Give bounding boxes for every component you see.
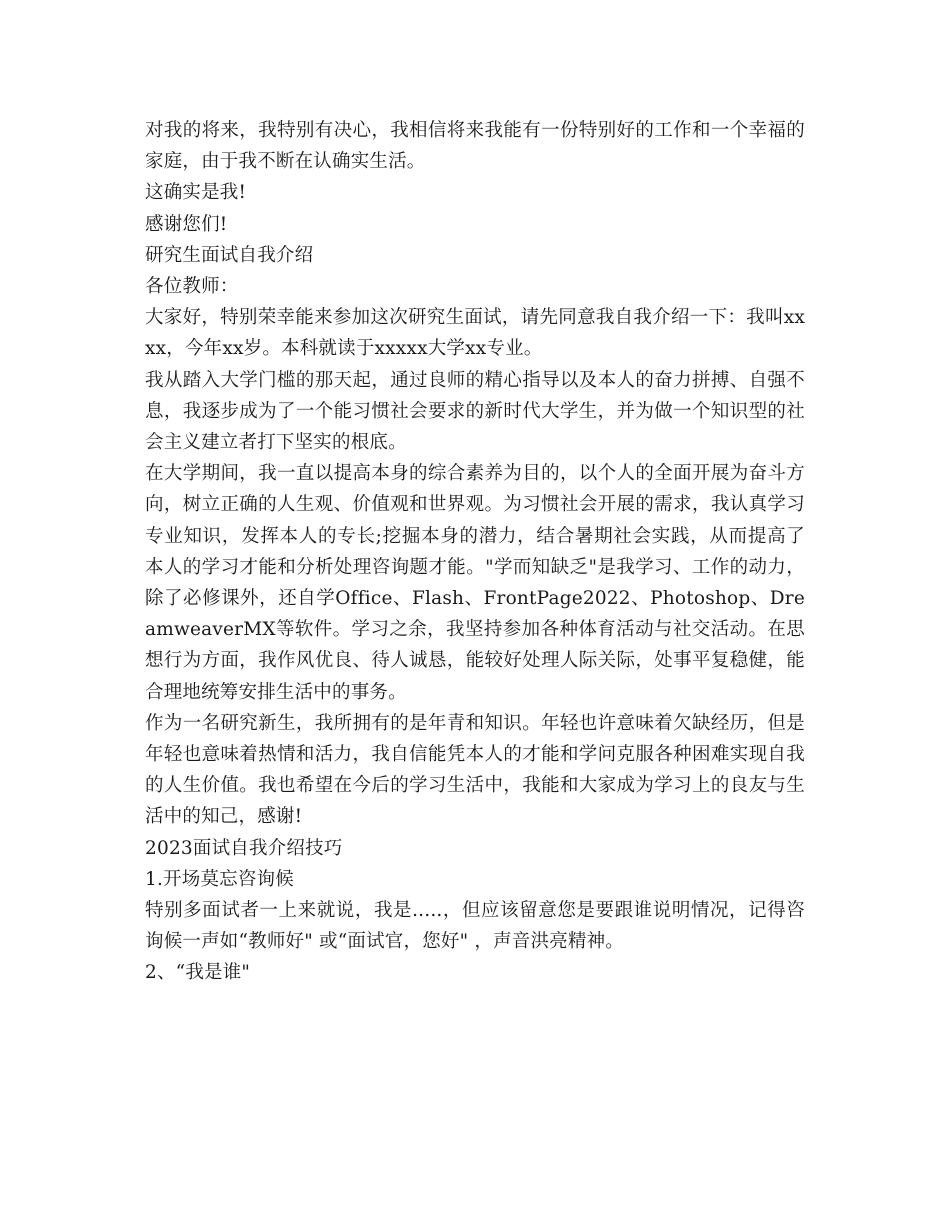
- paragraph-university-growth: 我从踏入大学门槛的那天起，通过良师的精心指导以及本人的奋力拼搏、自强不息，我逐步成为了一个能习惯社会要求的新时代大学生，并为做一个知识型的社会主义建立者打下坚实的根底。: [145, 369, 805, 454]
- tip-heading-1: 1.开场莫忘咨询候: [145, 868, 294, 890]
- paragraph-thanks: 感谢您们!: [145, 213, 228, 235]
- tip-heading-2: 2、“我是谁": [145, 962, 251, 984]
- paragraph-this-is-me: 这确实是我!: [145, 182, 247, 204]
- paragraph-tip-1: 特别多面试者一上来就说，我是.....，但应该留意您是要跟谁说明情况，记得咨询候一声如“教师好" 或“面试官，您好" ，声音洪亮精神。: [145, 900, 805, 953]
- paragraph-university-period: 在大学期间，我一直以提高本身的综合素养为目的，以个人的全面开展为奋斗方向，树立正确的人生观、价值观和世界观。为习惯社会开展的需求，我认真学习专业知识，发挥本人的专长;挖掘本身的潜力，结合暑期社会实践，从而提高了本人的学习才能和分析处理咨询题才能。"学而知缺乏"是我学习、工作的动力，除了必修课外，还自学Office、Flash、FrontPage2022、Photoshop、DreamweaverMX等软件。学习之余，我坚持参加各种体育活动与社交活动。在思想行为方面，我作风优良、待人诚恳，能较好处理人际关际，处事平复稳健，能合理地统筹安排生活中的事务。: [145, 463, 805, 703]
- document-body: [145, 115, 805, 989]
- paragraph-greeting: 大家好，特别荣幸能来参加这次研究生面试，请先同意我自我介绍一下：我叫xxxx，今年xx岁。本科就读于xxxxx大学xx专业。: [145, 307, 805, 360]
- paragraph-new-student: 作为一名研究新生，我所拥有的是年青和知识。年轻也许意味着欠缺经历，但是年轻也意味着热情和活力，我自信能凭本人的才能和学问克服各种困难实现自我的人生价值。我也希望在今后的学习生活中，我能和大家成为学习上的良友与生活中的知己，感谢!: [145, 712, 805, 828]
- section-heading-grad-interview: 研究生面试自我介绍: [145, 244, 314, 266]
- section-heading-interview-tips: 2023面试自我介绍技巧: [145, 837, 343, 859]
- paragraph-future-plans: 对我的将来，我特别有决心，我相信将来我能有一份特别好的工作和一个幸福的家庭，由于我不断在认确实生活。: [145, 120, 805, 173]
- salutation: 各位教师：: [145, 276, 239, 298]
